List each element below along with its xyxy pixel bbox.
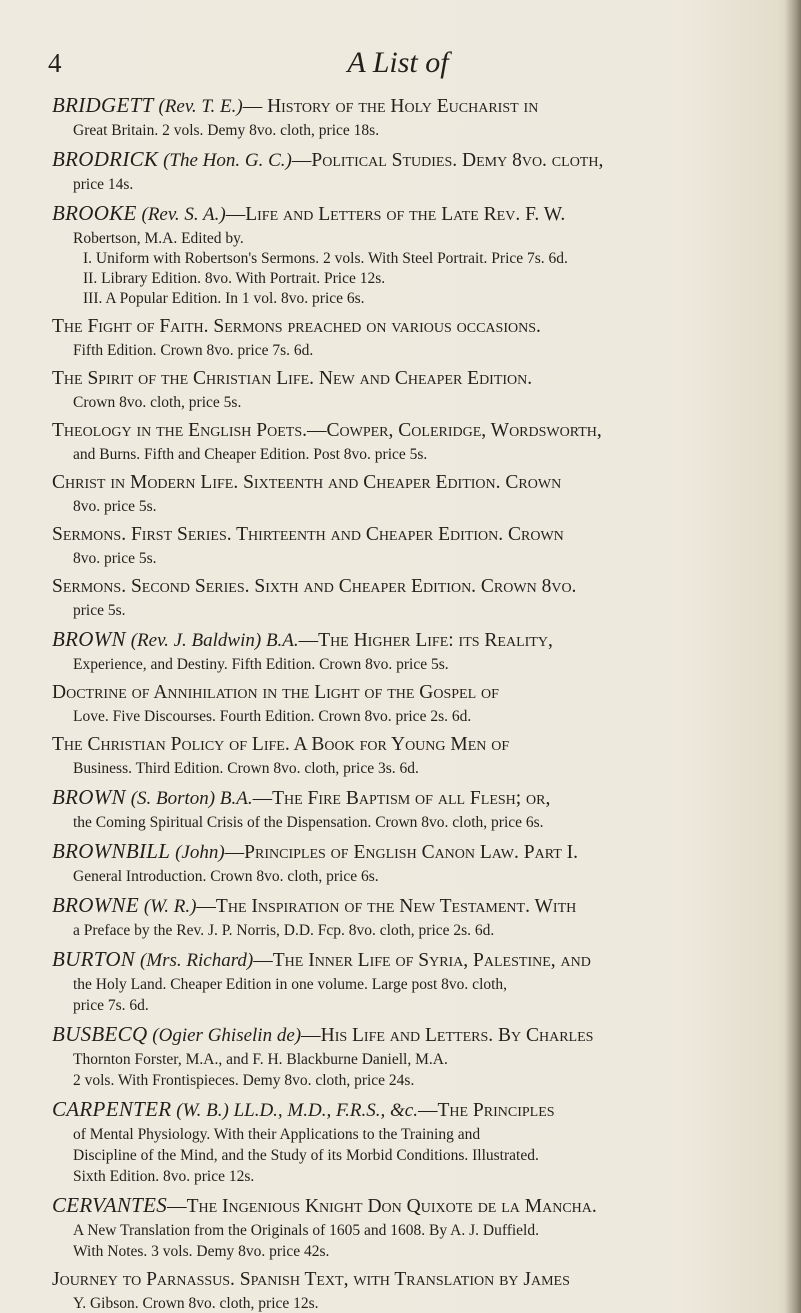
entry-edition-item: I. Uniform with Robertson's Sermons. 2 vols. With Steel Portrait. Price 7s. 6d. bbox=[83, 250, 568, 267]
entry-headline bbox=[52, 92, 767, 120]
entry-headline bbox=[52, 892, 767, 920]
entry-detail-line: 2 vols. With Frontispieces. Demy 8vo. cloth, price 24s. bbox=[73, 1072, 415, 1089]
entry-detail-line: the Holy Land. Cheaper Edition in one volume. Large post 8vo. cloth, bbox=[73, 976, 508, 993]
entry-headline bbox=[52, 946, 767, 974]
entry-detail-line: price 5s. bbox=[73, 602, 126, 619]
entry-author-qualifier: (Rev. T. E.) bbox=[158, 96, 243, 117]
entry-detail-line: of Mental Physiology. With their Applications to the Training and bbox=[73, 1126, 481, 1143]
entry-detail-line: 8vo. price 5s. bbox=[73, 550, 157, 567]
entry-title: —The Ingenious Knight Don Quixote de la Mancha. bbox=[167, 1196, 597, 1217]
entry-headline bbox=[52, 732, 767, 758]
catalogue-entry bbox=[52, 470, 767, 517]
entry-detail-line: Experience, and Destiny. Fifth Edition. Crown 8vo. price 5s. bbox=[73, 656, 449, 673]
entry-detail-line: and Burns. Fifth and Cheaper Edition. Post 8vo. price 5s. bbox=[73, 446, 428, 463]
entry-headline bbox=[52, 1021, 767, 1049]
entry-title: Sermons. Second Series. Sixth and Cheaper Edition. Crown 8vo. bbox=[52, 576, 577, 597]
entry-title: —The Inspiration of the New Testament. With bbox=[196, 896, 577, 917]
catalogue-entry bbox=[52, 200, 767, 309]
entry-detail-line: Love. Five Discourses. Fourth Edition. Crown 8vo. price 2s. 6d. bbox=[73, 708, 472, 725]
catalogue-entry bbox=[52, 1096, 767, 1187]
catalogue-entry bbox=[52, 784, 767, 833]
catalogue-entry bbox=[52, 146, 767, 195]
entry-headline bbox=[52, 574, 767, 600]
entry-detail-line: Discipline of the Mind, and the Study of its Morbid Conditions. Illustrated. bbox=[73, 1147, 539, 1164]
entry-headline bbox=[52, 366, 767, 392]
entry-detail-line: Sixth Edition. 8vo. price 12s. bbox=[73, 1168, 255, 1185]
entry-title: —His Life and Letters. By Charles bbox=[301, 1025, 594, 1046]
entry-detail-line: price 7s. 6d. bbox=[73, 997, 149, 1014]
catalogue-entry bbox=[52, 1021, 767, 1091]
entry-headline bbox=[52, 146, 767, 174]
entry-title: —Principles of English Canon Law. Part I. bbox=[224, 842, 579, 863]
entry-detail-line: Business. Third Edition. Crown 8vo. cloth, price 3s. 6d. bbox=[73, 760, 419, 777]
catalogue-entry bbox=[52, 574, 767, 621]
catalogue-entry bbox=[52, 418, 767, 465]
entry-headline bbox=[52, 784, 767, 812]
catalogue-entry bbox=[52, 626, 767, 675]
catalogue-entry bbox=[52, 732, 767, 779]
entry-author: BURTON bbox=[52, 947, 136, 971]
entry-author-qualifier: (W. R.) bbox=[143, 896, 197, 917]
entry-title: — History of the Holy Eucharist in bbox=[242, 96, 539, 117]
entry-detail-line: General Introduction. Crown 8vo. cloth, price 6s. bbox=[73, 868, 379, 885]
entry-headline bbox=[52, 680, 767, 706]
entry-author: BROWNBILL bbox=[52, 839, 171, 863]
page-number: 4 bbox=[48, 48, 62, 78]
catalogue-entry bbox=[52, 92, 767, 141]
entry-headline bbox=[52, 626, 767, 654]
entry-author: BROWN bbox=[52, 785, 126, 809]
entry-title: —The Principles bbox=[417, 1100, 555, 1121]
entry-author: BRODRICK bbox=[52, 147, 159, 171]
entry-headline bbox=[52, 314, 767, 340]
entry-headline bbox=[52, 1192, 767, 1220]
entry-author-qualifier: (The Hon. G. C.) bbox=[163, 150, 292, 171]
entry-author-qualifier: (S. Borton) B.A. bbox=[130, 788, 253, 809]
catalogue-entry bbox=[52, 314, 767, 361]
entry-title: —The Higher Life: its Reality, bbox=[298, 630, 553, 651]
entry-headline bbox=[52, 470, 767, 496]
catalogue-entry bbox=[52, 838, 767, 887]
entry-edition-item: II. Library Edition. 8vo. With Portrait. Price 12s. bbox=[83, 270, 386, 287]
entry-detail-line: Thornton Forster, M.A., and F. H. Blackburne Daniell, M.A. bbox=[73, 1051, 448, 1068]
entry-title: Journey to Parnassus. Spanish Text, with Translation by James bbox=[52, 1269, 570, 1290]
entry-headline bbox=[52, 1096, 767, 1124]
entry-author-qualifier: (Mrs. Richard) bbox=[139, 950, 254, 971]
entry-detail-line: A New Translation from the Originals of 1605 and 1608. By A. J. Duffield. bbox=[73, 1222, 539, 1239]
entry-detail-line: price 14s. bbox=[73, 176, 134, 193]
entry-headline bbox=[52, 200, 767, 228]
entry-title: Doctrine of Annihilation in the Light of the Gospel of bbox=[52, 682, 499, 703]
entry-title: The Christian Policy of Life. A Book for Young Men of bbox=[52, 734, 510, 755]
entry-author-qualifier: (John) bbox=[175, 842, 225, 863]
entry-detail-line: 8vo. price 5s. bbox=[73, 498, 157, 515]
entry-author-qualifier: (Rev. J. Baldwin) B.A. bbox=[130, 630, 299, 651]
page-edge-shadow bbox=[785, 0, 801, 1313]
entry-detail-line: the Coming Spiritual Crisis of the Dispensation. Crown 8vo. cloth, price 6s. bbox=[73, 814, 544, 831]
running-header bbox=[48, 46, 748, 90]
entry-headline bbox=[52, 1267, 767, 1293]
catalogue-entry bbox=[52, 892, 767, 941]
entry-author: CARPENTER bbox=[52, 1097, 172, 1121]
entry-detail-line: Y. Gibson. Crown 8vo. cloth, price 12s. bbox=[73, 1295, 319, 1312]
entry-author: BRIDGETT bbox=[52, 93, 154, 117]
entry-title: Theology in the English Poets.—Cowper, Coleridge, Wordsworth, bbox=[52, 420, 602, 441]
entry-detail-line: Fifth Edition. Crown 8vo. price 7s. 6d. bbox=[73, 342, 314, 359]
catalogue-entry bbox=[52, 680, 767, 727]
entry-author: BROWN bbox=[52, 627, 126, 651]
entry-detail-line: Great Britain. 2 vols. Demy 8vo. cloth, price 18s. bbox=[73, 122, 380, 139]
entry-author: BUSBECQ bbox=[52, 1022, 148, 1046]
catalogue-entry bbox=[52, 946, 767, 1016]
catalogue-entry bbox=[52, 1192, 767, 1262]
entry-author: BROWNE bbox=[52, 893, 139, 917]
entry-title: —Life and Letters of the Late Rev. F. W. bbox=[225, 204, 566, 225]
entry-title: —The Inner Life of Syria, Palestine, and bbox=[253, 950, 591, 971]
entry-author-qualifier: (W. B.) LL.D., M.D., F.R.S., &c. bbox=[176, 1100, 418, 1121]
entry-detail-line: a Preface by the Rev. J. P. Norris, D.D. Fcp. 8vo. cloth, price 2s. 6d. bbox=[73, 922, 495, 939]
entry-author-qualifier: (Ogier Ghiselin de) bbox=[152, 1025, 302, 1046]
catalogue-entry bbox=[52, 1267, 767, 1313]
entry-headline bbox=[52, 418, 767, 444]
entry-author: CERVANTES bbox=[52, 1193, 168, 1217]
entry-author: BROOKE bbox=[52, 201, 137, 225]
entry-title: Sermons. First Series. Thirteenth and Cheaper Edition. Crown bbox=[52, 524, 564, 545]
entry-title: —The Fire Baptism of all Flesh; or, bbox=[252, 788, 551, 809]
entry-title: —Political Studies. Demy 8vo. cloth, bbox=[291, 150, 604, 171]
entry-headline bbox=[52, 838, 767, 866]
entry-title: The Fight of Faith. Sermons preached on various occasions. bbox=[52, 316, 541, 337]
entry-detail-line: Crown 8vo. cloth, price 5s. bbox=[73, 394, 242, 411]
entry-headline bbox=[52, 522, 767, 548]
entry-author-qualifier: (Rev. S. A.) bbox=[141, 204, 226, 225]
catalogue-entry bbox=[52, 522, 767, 569]
entry-detail-line: With Notes. 3 vols. Demy 8vo. price 42s. bbox=[73, 1243, 330, 1260]
catalogue-entries bbox=[52, 92, 767, 1313]
entry-title: Christ in Modern Life. Sixteenth and Cheaper Edition. Crown bbox=[52, 472, 562, 493]
entry-edition-item: III. A Popular Edition. In 1 vol. 8vo. price 6s. bbox=[83, 290, 365, 307]
page-title: A List of bbox=[347, 46, 449, 79]
catalogue-entry bbox=[52, 366, 767, 413]
entry-title: The Spirit of the Christian Life. New and Cheaper Edition. bbox=[52, 368, 533, 389]
entry-detail-line: Robertson, M.A. Edited by. bbox=[73, 230, 244, 247]
